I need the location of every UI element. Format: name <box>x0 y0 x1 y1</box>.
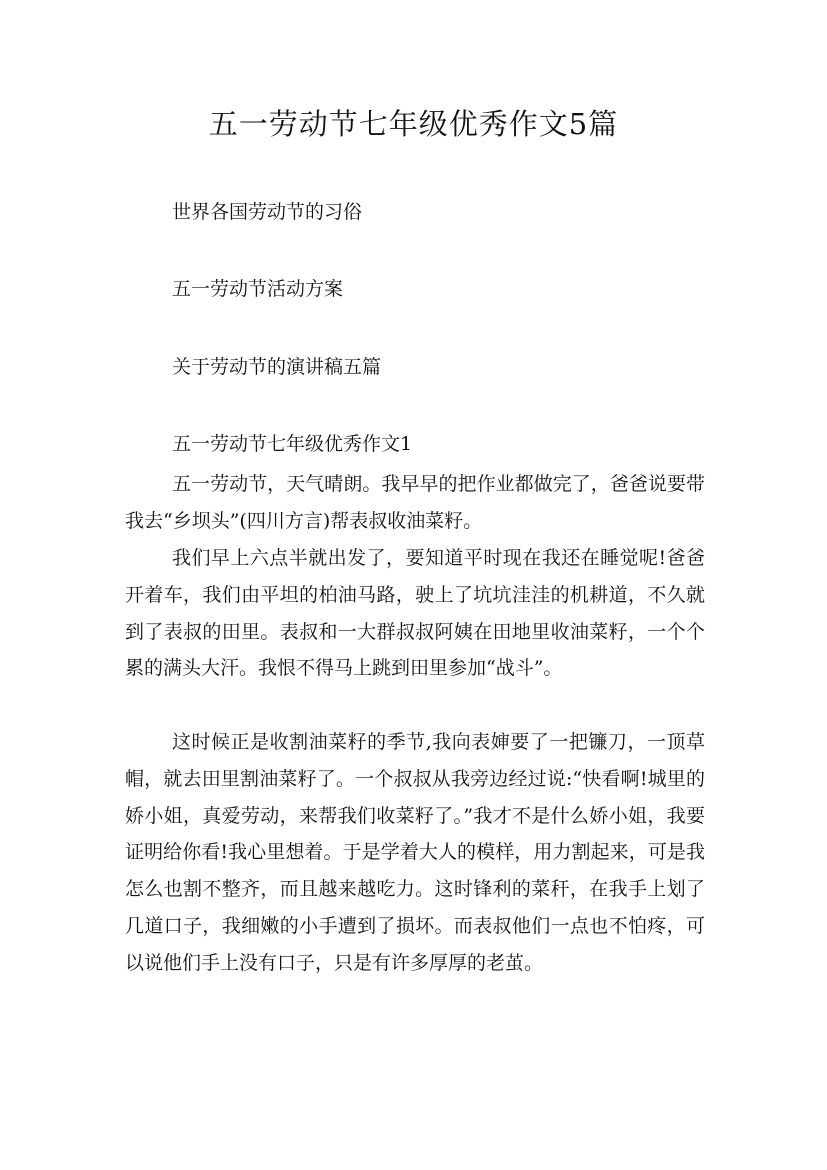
toc-item-speech: 关于劳动节的演讲稿五篇 <box>172 356 382 378</box>
section-heading: 五一劳动节七年级优秀作文1 <box>172 433 413 455</box>
paragraph-2: 我们早上六点半就出发了，要知道平时现在我还在睡觉呢!爸爸开着车，我们由平坦的柏油马路，驶上了坑坑洼洼的机耕道，不久就到了表叔的田里。表叔和一大群叔叔阿姨在田地里收油菜籽，一个个累的满头大汗。我恨不得马上跳到田里参加“战斗”。 <box>125 547 705 680</box>
toc-item-activity-plan: 五一劳动节活动方案 <box>172 278 344 300</box>
document-title: 五一劳动节七年级优秀作文5篇 <box>208 107 619 141</box>
toc-item-customs: 世界各国劳动节的习俗 <box>172 201 363 223</box>
paragraph-3: 这时候正是收割油菜籽的季节,我向表婶要了一把镰刀，一顶草帽，就去田里割油菜籽了。一个叔叔从我旁边经过说:“快看啊!城里的娇小姐，真爱劳动，来帮我们收菜籽了。”我才不是什么娇小姐，我要证明给你看!我心里想着。于是学着大人的模样，用力割起来，可是我怎么也割不整齐，而且越来越吃力。这时锋利的菜秆，在我手上划了几道口子，我细嫩的小手遭到了损坏。而表叔他们一点也不怕疼，可以说他们手上没有口子，只是有许多厚厚的老茧。 <box>125 731 705 974</box>
paragraph-1: 五一劳动节，天气晴朗。我早早的把作业都做完了，爸爸说要带我去“乡坝头”(四川方言)帮表叔收油菜籽。 <box>125 473 705 532</box>
